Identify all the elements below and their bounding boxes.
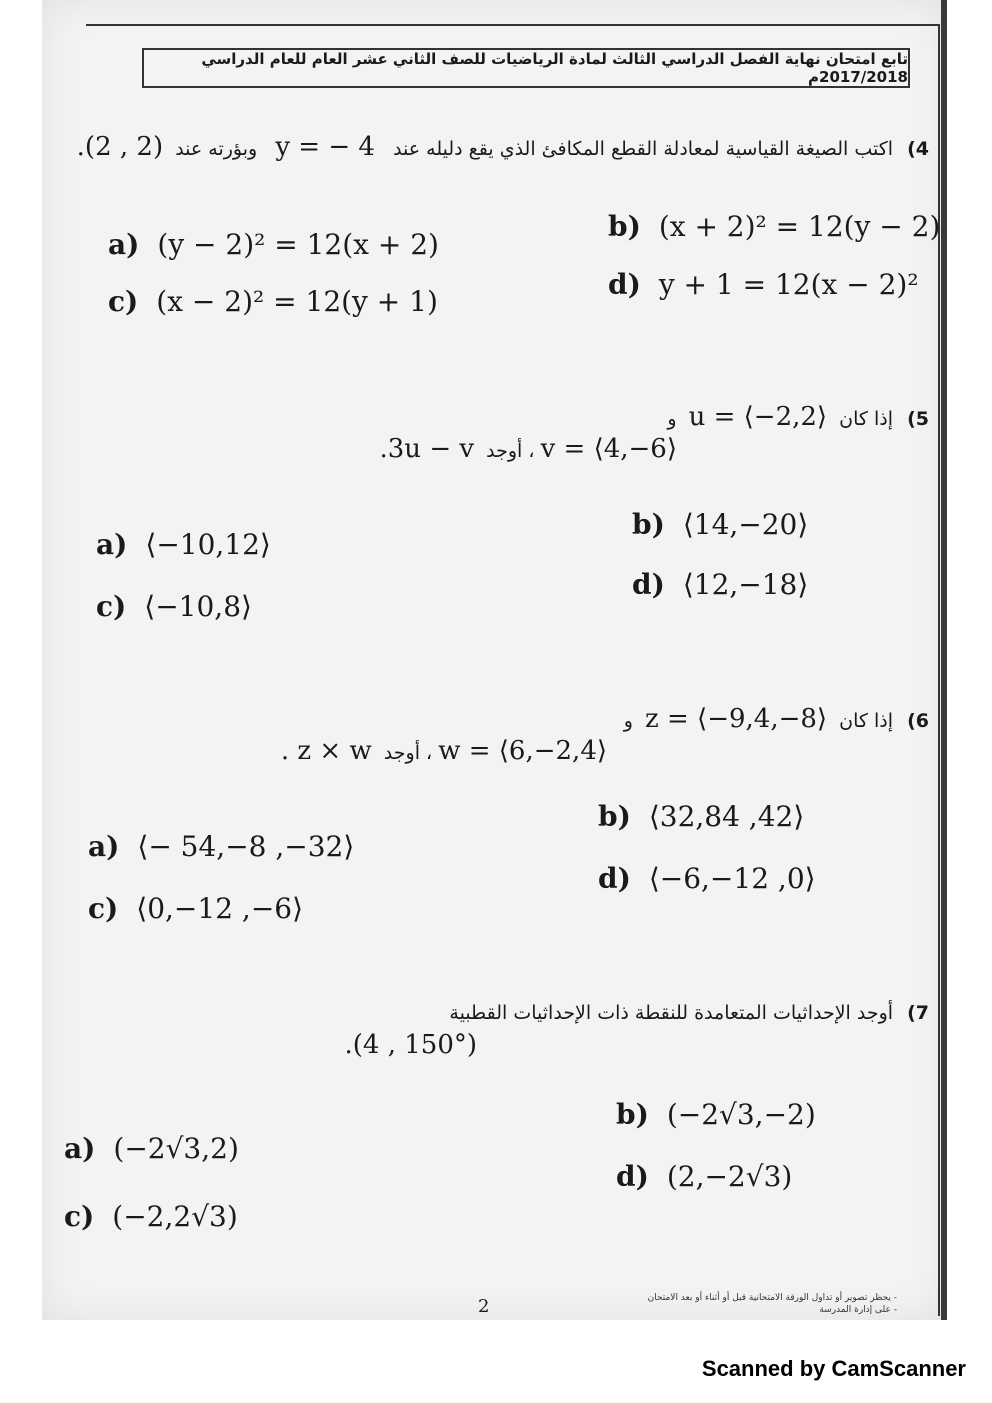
option-label: c) [64, 1200, 95, 1233]
question-math-expr: . z × w [280, 736, 372, 766]
option-label: c) [108, 285, 139, 318]
question-text-2: و [667, 408, 677, 430]
exam-paper [42, 0, 947, 1320]
option-7a[interactable] [64, 1132, 239, 1165]
option-value: ⟨−10,12⟩ [145, 528, 271, 561]
question-math-z: z = ⟨−9,4,−8⟩ [645, 704, 828, 734]
option-value: (x − 2)² = 12(y + 1) [156, 285, 438, 318]
option-label: d) [616, 1160, 649, 1193]
option-label: a) [108, 228, 140, 261]
option-5c[interactable] [96, 590, 252, 623]
option-7c[interactable] [64, 1200, 238, 1233]
question-number: 7) [907, 1002, 929, 1024]
option-label: b) [616, 1098, 649, 1131]
option-value: (−2,2√3) [112, 1200, 238, 1233]
option-label: b) [632, 508, 665, 541]
option-label: a) [88, 830, 120, 863]
option-value: ⟨32,84 ,42⟩ [648, 800, 805, 833]
question-4 [77, 132, 929, 162]
question-math-polar: .(4 , 150°) [344, 1030, 477, 1060]
option-value: ⟨−6,−12 ,0⟩ [648, 862, 816, 895]
question-text: اكتب الصيغة القياسية لمعادلة القطع المكافئ الذي يقع دليله عند [393, 138, 894, 160]
question-5-line-2 [380, 434, 678, 464]
option-4c[interactable] [108, 285, 438, 318]
option-5b[interactable] [632, 508, 808, 541]
option-value: ⟨14,−20⟩ [682, 508, 809, 541]
scanner-watermark: Scanned by CamScanner [701, 1356, 966, 1381]
question-text: أوجد الإحداثيات المتعامدة للنقطة ذات الإحداثيات القطبية [449, 1002, 894, 1024]
option-label: a) [96, 528, 128, 561]
option-7d[interactable] [616, 1160, 792, 1193]
option-6b[interactable] [598, 800, 804, 833]
question-6-line-2 [281, 736, 607, 766]
question-7-line-2 [344, 1030, 477, 1060]
option-5d[interactable] [632, 568, 808, 601]
option-value: ⟨12,−18⟩ [682, 568, 809, 601]
question-text: إذا كان [839, 710, 894, 732]
option-4a[interactable] [108, 228, 439, 261]
question-math-directrix: y = − 4 [275, 132, 375, 162]
option-4b[interactable] [608, 210, 940, 243]
option-label: d) [608, 268, 641, 301]
option-label: c) [96, 590, 127, 623]
question-number: 4) [907, 138, 929, 160]
option-value: (x + 2)² = 12(y − 2) [658, 210, 941, 243]
question-math-focus: .(2 , 2) [76, 132, 164, 162]
question-text: إذا كان [839, 408, 894, 430]
option-4d[interactable] [608, 268, 919, 301]
option-label: d) [598, 862, 631, 895]
footnote-line-1: - يحظر تصوير أو تداول الورقة الامتحانية قبل أو أثناء أو بعد الامتحان [647, 1293, 897, 1303]
question-5 [667, 402, 929, 432]
question-6 [624, 704, 929, 734]
question-number: 6) [907, 710, 929, 732]
question-7 [449, 1002, 929, 1024]
option-label: d) [632, 568, 665, 601]
option-6a[interactable] [88, 830, 354, 863]
question-text-3: ، أوجد [486, 440, 535, 462]
option-5a[interactable] [96, 528, 271, 561]
option-6d[interactable] [598, 862, 816, 895]
question-number: 5) [907, 408, 929, 430]
question-math-u: u = ⟨−2,2⟩ [688, 402, 828, 432]
question-math-v: v = ⟨4,−6⟩ [540, 434, 677, 464]
footnote [648, 1292, 897, 1316]
option-value: ⟨0,−12 ,−6⟩ [136, 892, 304, 925]
option-value: ⟨− 54,−8 ,−32⟩ [137, 830, 355, 863]
question-text-2: و [623, 710, 633, 732]
question-math-w: w = ⟨6,−2,4⟩ [438, 736, 607, 766]
option-value: (−2√3,2) [113, 1132, 239, 1165]
footnote-line-2: - على إدارة المدرسة [819, 1305, 897, 1315]
option-label: b) [608, 210, 641, 243]
option-value: (y − 2)² = 12(x + 2) [157, 228, 439, 261]
option-value: ⟨−10,8⟩ [144, 590, 252, 623]
question-math-expr: .3u − v [379, 434, 475, 464]
option-label: a) [64, 1132, 96, 1165]
page-number: 2 [478, 1296, 490, 1317]
question-text-2: وبؤرته عند [175, 138, 258, 160]
option-label: c) [88, 892, 119, 925]
option-value: (−2√3,−2) [666, 1098, 816, 1131]
option-7b[interactable] [616, 1098, 816, 1131]
exam-header: تابع امتحان نهاية الفصل الدراسي الثالث لمادة الرياضيات للصف الثاني عشر العام للعام الدراسي 2017/2018م [142, 48, 910, 88]
option-label: b) [598, 800, 631, 833]
option-value: y + 1 = 12(x − 2)² [658, 268, 919, 301]
paper-edge [941, 0, 947, 1320]
question-text-3: ، أوجد [383, 742, 433, 764]
option-value: (2,−2√3) [666, 1160, 793, 1193]
option-6c[interactable] [88, 892, 303, 925]
